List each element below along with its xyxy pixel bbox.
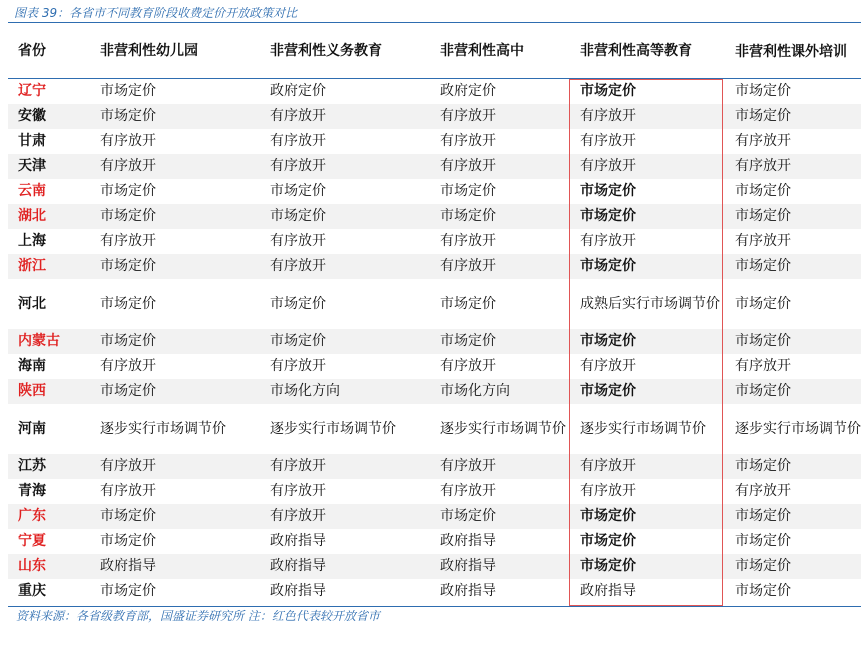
policy-cell: 有序放开 [90, 154, 260, 179]
policy-cell: 逐步实行市场调节价 [430, 404, 570, 454]
header-province: 省份 [8, 24, 90, 79]
policy-cell: 有序放开 [725, 479, 861, 504]
policy-cell: 有序放开 [725, 354, 861, 379]
province-cell: 湖北 [8, 204, 90, 229]
table-body [8, 79, 861, 605]
policy-cell: 有序放开 [570, 229, 725, 254]
policy-cell: 市场定价 [90, 204, 260, 229]
table-row [8, 154, 861, 179]
policy-cell: 政府指导 [570, 579, 725, 604]
policy-cell: 市场定价 [725, 79, 861, 105]
policy-cell: 市场定价 [725, 529, 861, 554]
policy-cell: 逐步实行市场调节价 [570, 404, 725, 454]
policy-cell: 有序放开 [260, 479, 430, 504]
table-row [8, 104, 861, 129]
policy-cell: 市场定价 [570, 529, 725, 554]
source-note: 资料来源：各省级教育部，国盛证券研究所 注：红色代表较开放省市 [16, 609, 380, 623]
policy-cell: 市场定价 [90, 179, 260, 204]
policy-table [8, 24, 861, 604]
policy-cell: 市场定价 [430, 329, 570, 354]
caption-divider [8, 22, 861, 23]
province-cell: 宁夏 [8, 529, 90, 554]
table-row [8, 404, 861, 454]
policy-cell: 有序放开 [260, 254, 430, 279]
policy-cell: 市场定价 [570, 254, 725, 279]
policy-cell: 市场定价 [570, 554, 725, 579]
table-row [8, 129, 861, 154]
policy-cell: 有序放开 [90, 129, 260, 154]
policy-cell: 市场定价 [90, 329, 260, 354]
province-cell: 青海 [8, 479, 90, 504]
policy-cell: 成熟后实行市场调节价 [570, 279, 725, 329]
policy-cell: 市场定价 [570, 329, 725, 354]
policy-cell: 有序放开 [430, 254, 570, 279]
policy-cell: 市场定价 [90, 379, 260, 404]
policy-cell: 市场定价 [570, 79, 725, 105]
policy-cell: 市场定价 [725, 504, 861, 529]
policy-cell: 市场定价 [260, 204, 430, 229]
policy-cell: 市场定价 [725, 379, 861, 404]
table-row [8, 454, 861, 479]
policy-cell: 有序放开 [260, 229, 430, 254]
table-row [8, 479, 861, 504]
policy-cell: 有序放开 [725, 154, 861, 179]
policy-cell: 市场定价 [570, 504, 725, 529]
policy-cell: 有序放开 [260, 129, 430, 154]
policy-cell: 市场定价 [90, 279, 260, 329]
policy-cell: 市场定价 [90, 529, 260, 554]
policy-cell: 有序放开 [570, 479, 725, 504]
policy-cell: 市场定价 [725, 454, 861, 479]
policy-cell: 市场定价 [725, 329, 861, 354]
province-cell: 安徽 [8, 104, 90, 129]
policy-cell: 市场定价 [260, 329, 430, 354]
policy-cell: 有序放开 [430, 129, 570, 154]
table-row [8, 204, 861, 229]
policy-cell: 市场定价 [430, 504, 570, 529]
policy-cell: 政府指导 [260, 529, 430, 554]
policy-cell: 市场定价 [725, 179, 861, 204]
table-row [8, 354, 861, 379]
policy-cell: 政府指导 [90, 554, 260, 579]
table-row [8, 529, 861, 554]
policy-cell: 市场定价 [260, 179, 430, 204]
policy-cell: 市场定价 [725, 254, 861, 279]
policy-cell: 市场定价 [90, 254, 260, 279]
policy-cell: 市场定价 [430, 204, 570, 229]
header-kindergarten: 非营利性幼儿园 [90, 24, 260, 79]
policy-cell: 政府指导 [430, 529, 570, 554]
province-cell: 广东 [8, 504, 90, 529]
policy-cell: 逐步实行市场调节价 [90, 404, 260, 454]
header-higher-education: 非营利性高等教育 [570, 24, 725, 79]
policy-cell: 市场定价 [90, 79, 260, 105]
policy-cell: 有序放开 [570, 104, 725, 129]
table-row [8, 229, 861, 254]
policy-cell: 有序放开 [725, 229, 861, 254]
policy-cell: 逐步实行市场调节价 [725, 404, 861, 454]
policy-cell: 政府指导 [430, 554, 570, 579]
table-row [8, 79, 861, 105]
policy-cell: 市场定价 [725, 554, 861, 579]
policy-cell: 有序放开 [260, 154, 430, 179]
policy-cell: 市场定价 [570, 179, 725, 204]
policy-cell: 有序放开 [260, 504, 430, 529]
province-cell: 陕西 [8, 379, 90, 404]
policy-cell: 有序放开 [430, 354, 570, 379]
table-row [8, 379, 861, 404]
policy-cell: 市场定价 [725, 279, 861, 329]
policy-cell: 市场定价 [260, 279, 430, 329]
policy-cell: 市场定价 [725, 104, 861, 129]
table-row [8, 554, 861, 579]
province-cell: 浙江 [8, 254, 90, 279]
table-row [8, 254, 861, 279]
figure-caption: 图表 39：各省市不同教育阶段收费定价开放政策对比 [14, 6, 298, 20]
policy-cell: 市场定价 [90, 504, 260, 529]
policy-cell: 有序放开 [90, 479, 260, 504]
policy-cell: 有序放开 [260, 354, 430, 379]
policy-cell: 政府指导 [260, 579, 430, 604]
province-cell: 山东 [8, 554, 90, 579]
province-cell: 内蒙古 [8, 329, 90, 354]
policy-cell: 有序放开 [570, 454, 725, 479]
policy-cell: 有序放开 [260, 104, 430, 129]
province-cell: 江苏 [8, 454, 90, 479]
province-cell: 河南 [8, 404, 90, 454]
province-cell: 辽宁 [8, 79, 90, 105]
policy-cell: 市场化方向 [260, 379, 430, 404]
policy-cell: 政府定价 [430, 79, 570, 105]
policy-cell: 有序放开 [570, 129, 725, 154]
policy-cell: 政府指导 [430, 579, 570, 604]
policy-cell: 有序放开 [430, 454, 570, 479]
table-row [8, 179, 861, 204]
policy-cell: 有序放开 [90, 354, 260, 379]
policy-cell: 逐步实行市场调节价 [260, 404, 430, 454]
province-cell: 天津 [8, 154, 90, 179]
table-header-row [8, 24, 861, 79]
table-row [8, 504, 861, 529]
province-cell: 海南 [8, 354, 90, 379]
header-compulsory: 非营利性义务教育 [260, 24, 430, 79]
policy-cell: 有序放开 [90, 229, 260, 254]
policy-cell: 市场定价 [430, 179, 570, 204]
policy-cell: 市场定价 [725, 204, 861, 229]
policy-cell: 有序放开 [430, 104, 570, 129]
policy-cell: 有序放开 [430, 479, 570, 504]
policy-cell: 市场定价 [570, 379, 725, 404]
policy-cell: 有序放开 [570, 354, 725, 379]
header-high-school: 非营利性高中 [430, 24, 570, 79]
table-row [8, 579, 861, 604]
policy-cell: 有序放开 [570, 154, 725, 179]
policy-cell: 政府指导 [260, 554, 430, 579]
header-tutoring: 非营利性课外培训 [725, 24, 861, 79]
policy-cell: 有序放开 [90, 454, 260, 479]
policy-cell: 市场定价 [725, 579, 861, 604]
policy-cell: 市场定价 [430, 279, 570, 329]
province-cell: 河北 [8, 279, 90, 329]
policy-cell: 有序放开 [430, 154, 570, 179]
province-cell: 上海 [8, 229, 90, 254]
policy-cell: 政府定价 [260, 79, 430, 105]
policy-cell: 有序放开 [260, 454, 430, 479]
policy-cell: 市场化方向 [430, 379, 570, 404]
table-row [8, 279, 861, 329]
province-cell: 甘肃 [8, 129, 90, 154]
policy-cell: 有序放开 [430, 229, 570, 254]
province-cell: 重庆 [8, 579, 90, 604]
policy-cell: 市场定价 [90, 104, 260, 129]
table-row [8, 329, 861, 354]
province-cell: 云南 [8, 179, 90, 204]
policy-cell: 市场定价 [570, 204, 725, 229]
policy-cell: 有序放开 [725, 129, 861, 154]
policy-cell: 市场定价 [90, 579, 260, 604]
